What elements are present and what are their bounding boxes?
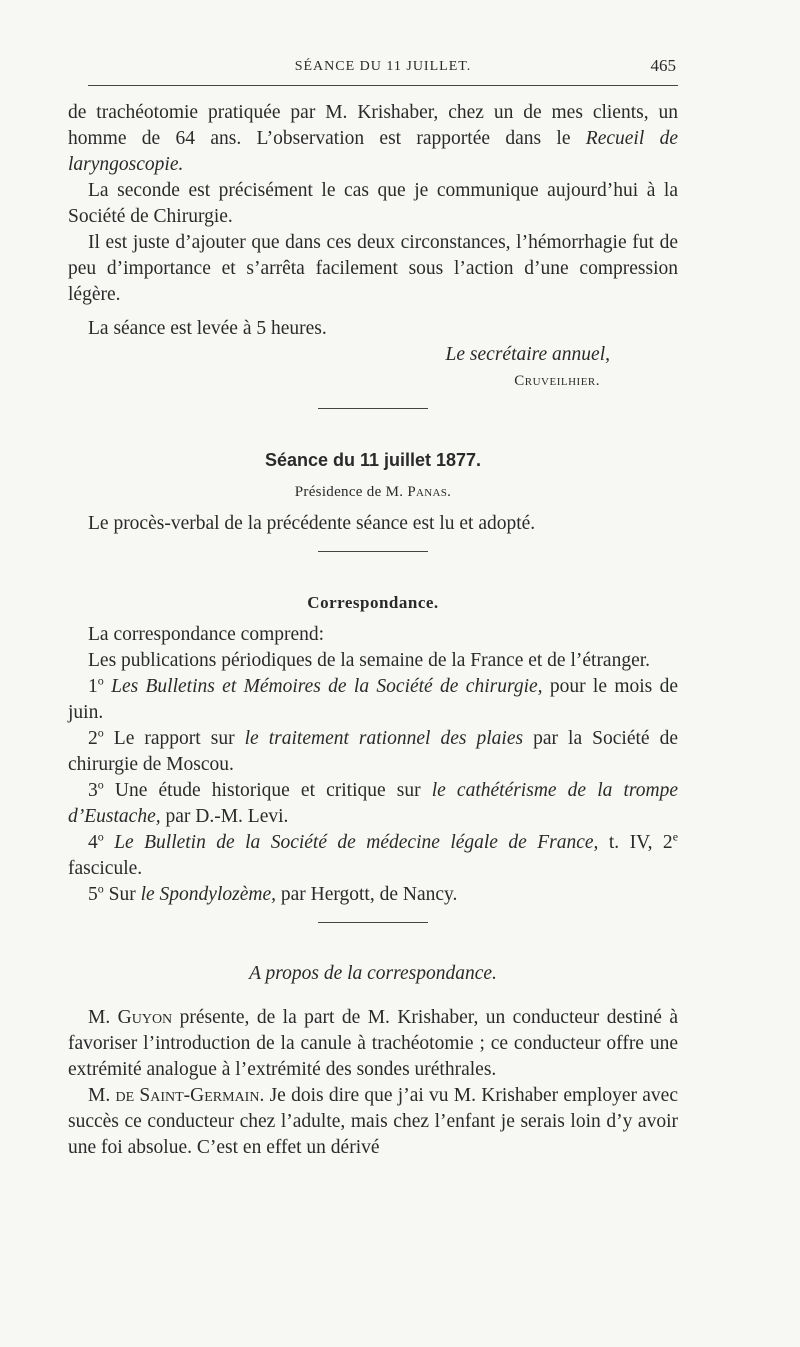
italic-title: Les Bulletins et Mémoires de la Société de chirurgie, bbox=[111, 676, 543, 697]
text: présente, de la part de M. Krishaber, un conducteur destiné à favoriser l’introduction de la canule à trachéotomie ; ce conducteur offre une extrémité analogue à l’extrémité des sondes uréthrales. bbox=[68, 1007, 679, 1080]
text: t. IV, 2 bbox=[598, 832, 673, 853]
signature-name: Cruveilhier. bbox=[514, 373, 600, 389]
text: de trachéotomie pratiquée par M. Krishaber, chez un de mes clients, un homme de 64 ans. L’observation est rapportée dans le bbox=[68, 102, 678, 149]
seance-title: Séance du 11 juillet 1877. bbox=[264, 450, 482, 470]
apropos-title: A propos de la correspondance. bbox=[249, 963, 497, 984]
list-item bbox=[68, 882, 678, 908]
running-title: SÉANCE DU 11 JUILLET. bbox=[294, 59, 472, 74]
paragraph: La correspondance comprend: bbox=[88, 624, 325, 645]
text: Présidence de M. bbox=[294, 484, 408, 500]
item-number: 3 bbox=[88, 780, 98, 801]
header-rule bbox=[88, 85, 678, 86]
closing-line: La séance est levée à 5 heures. bbox=[88, 318, 327, 339]
superscript: e bbox=[672, 829, 679, 844]
list-item bbox=[68, 778, 678, 830]
paragraph bbox=[68, 1005, 678, 1083]
text: M. bbox=[88, 1007, 118, 1028]
italic-title: le cathétérisme de la trompe d’Eustache, bbox=[68, 780, 678, 827]
signature-role-text: Le secrétaire annuel, bbox=[445, 344, 610, 365]
speaker-name: Guyon bbox=[117, 1007, 173, 1028]
text: Une étude historique et critique sur bbox=[103, 780, 432, 801]
speaker-name: de Saint-Germain. bbox=[115, 1085, 265, 1106]
correspondance-title: Correspondance. bbox=[307, 593, 439, 612]
text: Le rapport sur bbox=[103, 728, 245, 749]
text: fascicule. bbox=[68, 858, 143, 879]
proces-verbal: Le procès-verbal de la précédente séance est lu et adopté. bbox=[88, 513, 536, 534]
item-number: 4 bbox=[88, 832, 98, 853]
paragraph: Il est juste d’ajouter que dans ces deux circonstances, l’hémorrhagie fut de peu d’importance et s’arrêta facilement sous l’action d’une compression légère. bbox=[68, 232, 678, 305]
superscript: o bbox=[97, 829, 104, 844]
italic-title: Le Bulletin de la Société de médecine légale de France, bbox=[114, 832, 599, 853]
paragraph bbox=[68, 100, 678, 178]
superscript: o bbox=[97, 673, 104, 688]
text: par Hergott, de Nancy. bbox=[275, 884, 458, 905]
text: Je dois dire que j’ai vu M. Krishaber employer avec succès ce conducteur chez l’adulte, mais chez l’enfant je serais loin d’y avoir une foi absolue. C’est en effet un dérivé bbox=[68, 1085, 678, 1158]
page-body bbox=[68, 100, 678, 1161]
item-number: 1 bbox=[88, 676, 98, 697]
italic-title: le traitement rationnel des plaies bbox=[244, 728, 524, 749]
italic-title: Recueil de laryngoscopie. bbox=[68, 128, 678, 175]
paragraph: Les publications périodiques de la semaine de la France et de l’étranger. bbox=[88, 650, 651, 671]
italic-title: le Spondylozème, bbox=[140, 884, 276, 905]
superscript: o bbox=[97, 881, 104, 896]
superscript: o bbox=[97, 725, 104, 740]
page-number: 465 bbox=[650, 56, 676, 75]
paragraph: La seconde est précisément le cas que je communique aujourd’hui à la Société de Chirurgie. bbox=[68, 180, 678, 227]
list-item bbox=[68, 726, 678, 778]
page-header bbox=[88, 56, 678, 80]
paragraph bbox=[68, 1083, 678, 1161]
signature-role bbox=[68, 342, 610, 368]
superscript: o bbox=[97, 777, 104, 792]
presidence-line bbox=[68, 479, 678, 505]
item-number: 5 bbox=[88, 884, 98, 905]
text: M. bbox=[88, 1085, 116, 1106]
text: Sur bbox=[103, 884, 141, 905]
list-item bbox=[68, 830, 678, 882]
list-item bbox=[68, 674, 678, 726]
text: par D.-M. Levi. bbox=[160, 806, 289, 827]
president-name: Panas. bbox=[407, 484, 452, 500]
text: par la Société de chirurgie de Moscou. bbox=[68, 728, 679, 775]
item-number: 2 bbox=[88, 728, 98, 749]
text: pour le mois de juin. bbox=[68, 676, 678, 723]
